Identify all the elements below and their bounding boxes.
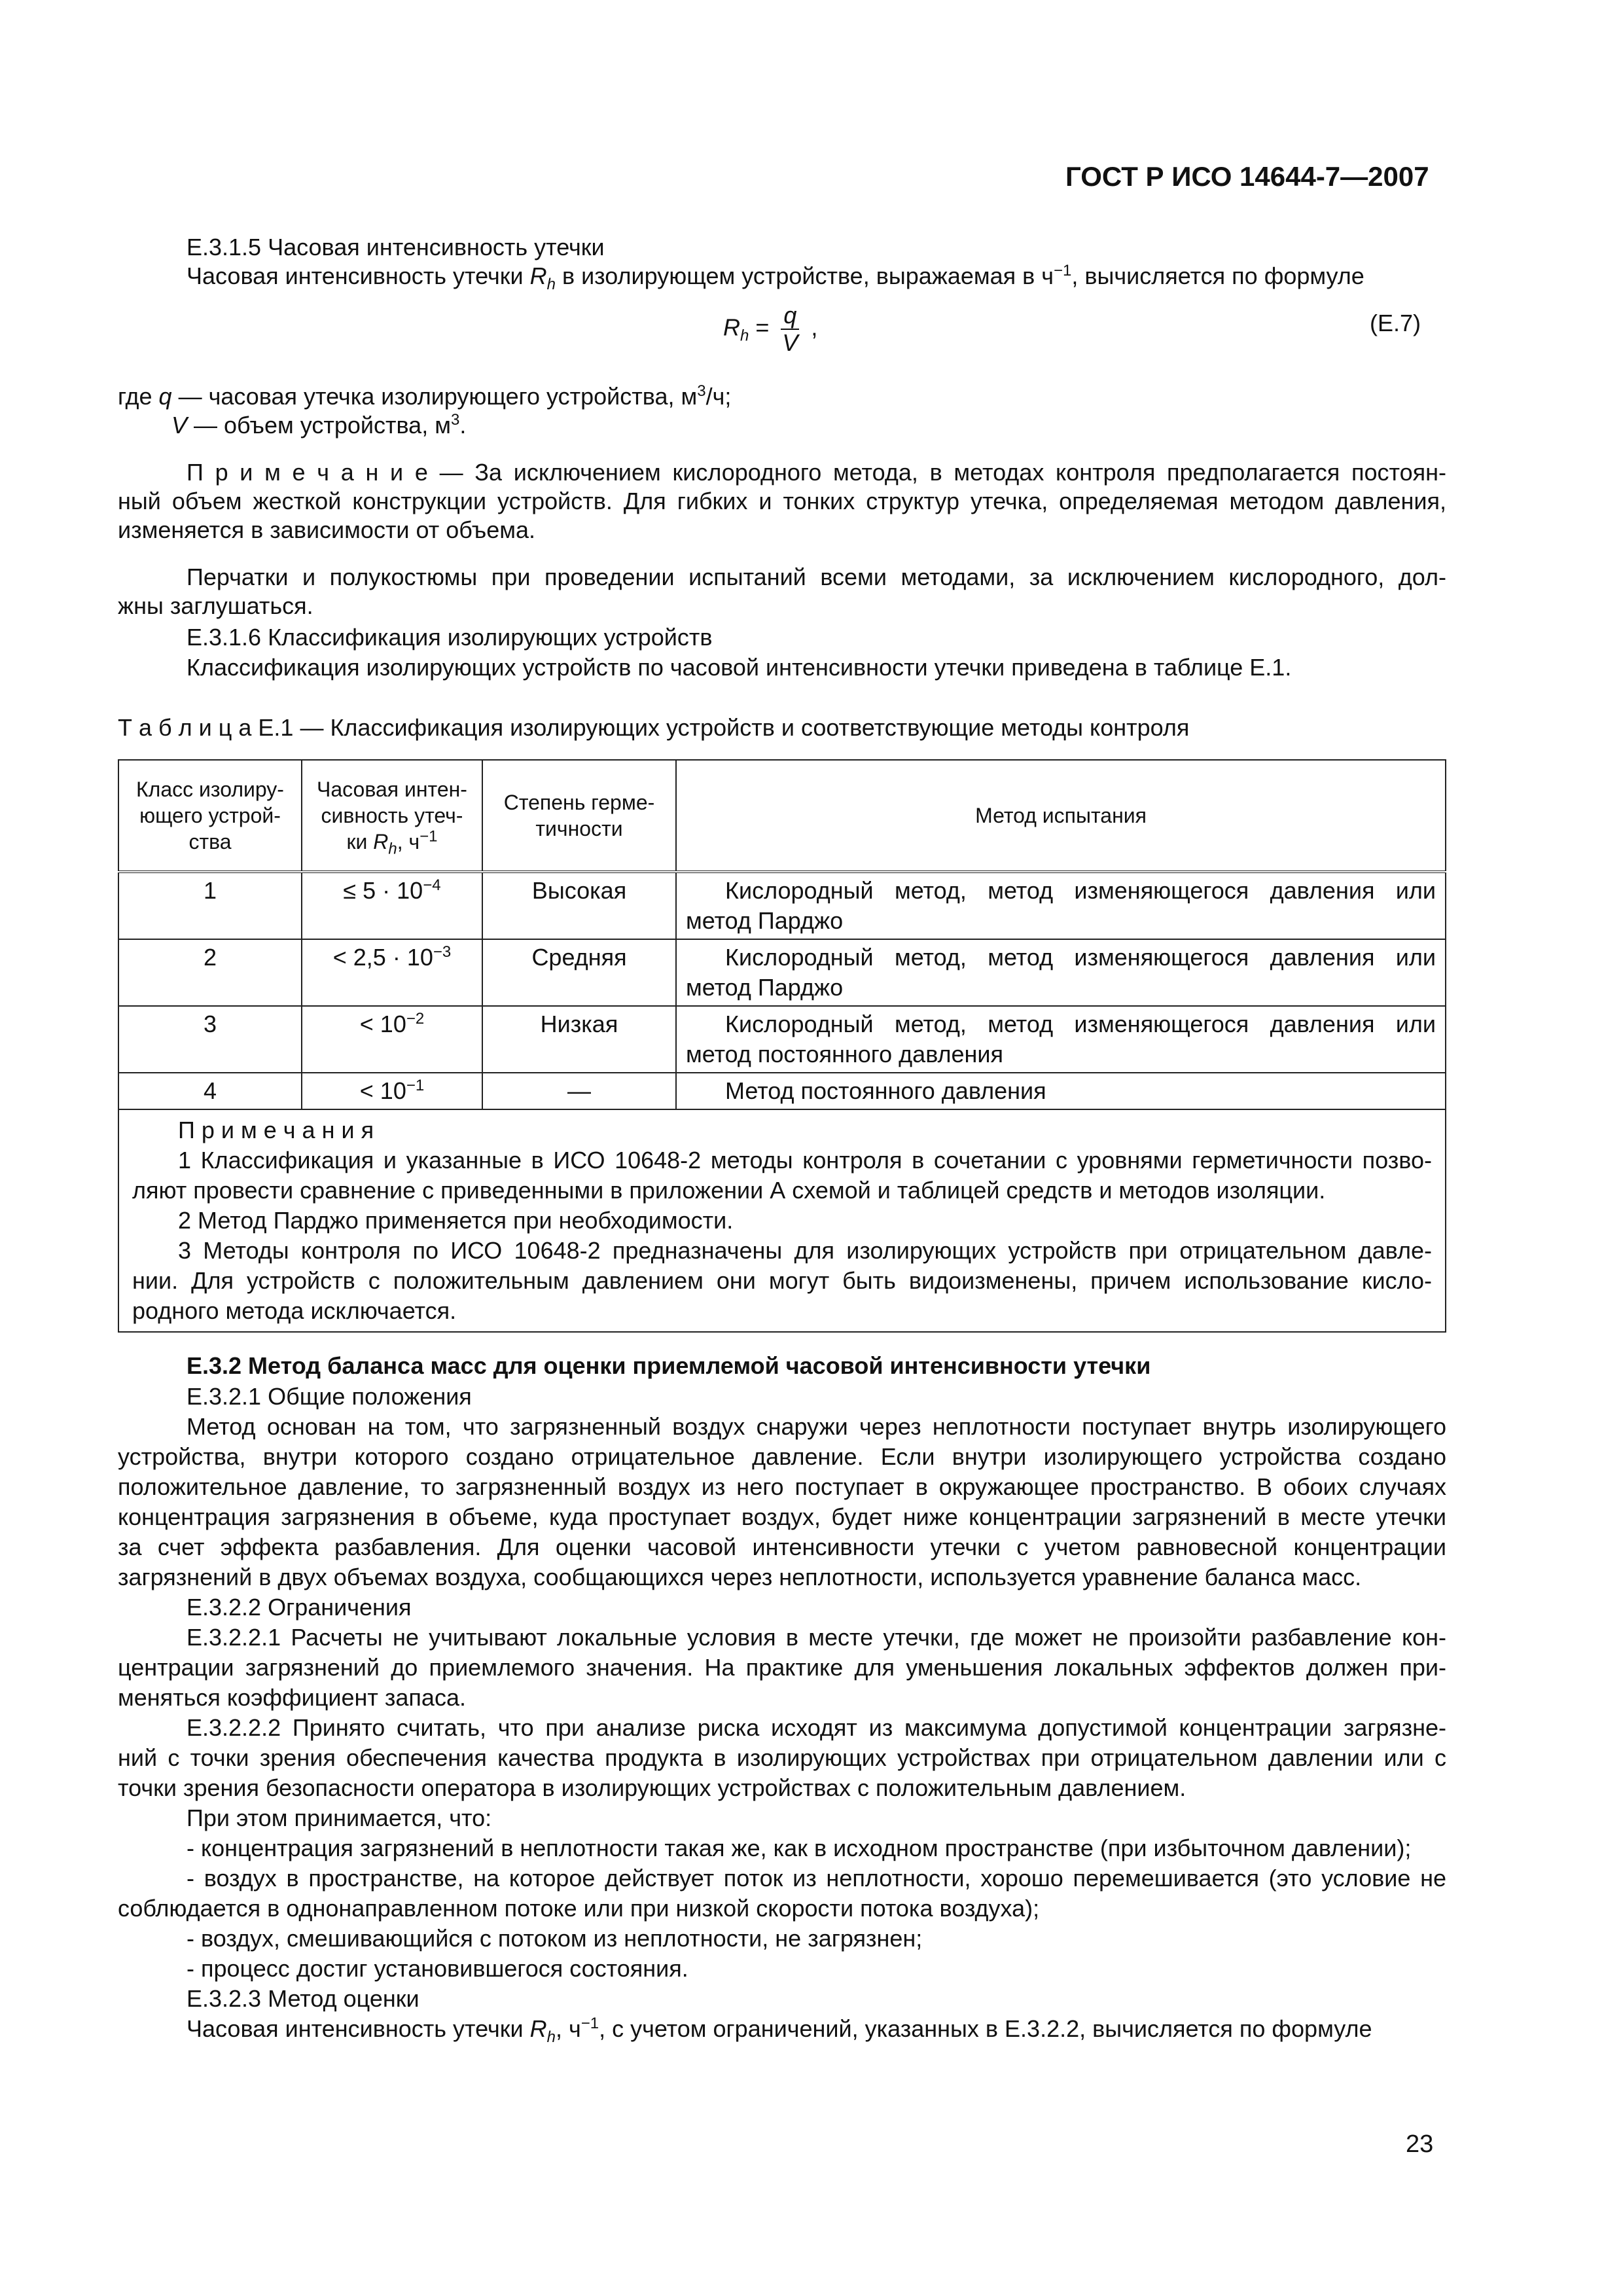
assumption-item: - концентрация загрязнений в неплотности такая же, как в исходном пространстве (при избыточном давлении); bbox=[187, 1835, 1412, 1861]
table-row bbox=[118, 1006, 1446, 1073]
table-notes-label: П р и м е ч а н и я bbox=[178, 1117, 374, 1143]
cell-tightness: Низкая bbox=[482, 1006, 676, 1073]
cell-class: 2 bbox=[118, 939, 302, 1006]
e3221-paragraph-line: центрации загрязнений до приемлемого значения. На практике для уменьшения локальных эффектов должен при- bbox=[118, 1654, 1446, 1681]
table-header-row bbox=[118, 760, 1446, 872]
cell-tightness: Средняя bbox=[482, 939, 676, 1006]
section-e323-title: Е.3.2.3 Метод оценки bbox=[187, 1985, 419, 2012]
assumptions-intro: При этом принимается, что: bbox=[187, 1804, 492, 1831]
table-row bbox=[118, 939, 1446, 1006]
e321-paragraph-line: устройства, внутри которого создано отрицательное давление. Если внутри изолирующего устройства создано bbox=[118, 1443, 1446, 1470]
cell-tightness: Высокая bbox=[482, 872, 676, 939]
cell-tightness: — bbox=[482, 1073, 676, 1109]
e3221-paragraph-line: меняться коэффициент запаса. bbox=[118, 1684, 466, 1711]
cell-method: Кислородный метод, метод изменяющегося давления или метод Парджо bbox=[676, 872, 1446, 939]
cell-rate: < $2,5 \cdot 10^{-3}$ bbox=[302, 939, 482, 1006]
section-e322-title: Е.3.2.2 Ограничения bbox=[187, 1594, 412, 1621]
note-line-2: ный объем жесткой конструкции устройств. Для гибких и тонких структур утечка, определяемая методом давления, bbox=[118, 488, 1446, 514]
e321-paragraph-line: загрязнений в двух объемах воздуха, сообщающихся через неплотности, используется уравнение баланса масс. bbox=[118, 1564, 1362, 1590]
table-note-1-line-1: 1 Классификация и указанные в ИСО 10648-2 методы контроля в сочетании с уровнями герметичности позво- bbox=[178, 1147, 1432, 1174]
cell-method: Кислородный метод, метод изменяющегося давления или метод постоянного давления bbox=[676, 1006, 1446, 1073]
cell-class: 4 bbox=[118, 1073, 302, 1109]
assumption-item: - воздух в пространстве, на которое действует поток из неплотности, хорошо перемешивается (это условие не bbox=[187, 1865, 1446, 1892]
e3222-paragraph-line: точки зрения безопасности оператора в изолирующих устройствах с положительным давлением. bbox=[118, 1774, 1186, 1801]
table-notes-row bbox=[118, 1109, 1446, 1332]
table-note-3-line-3: родного метода исключается. bbox=[132, 1297, 457, 1324]
assumption-item: - процесс достиг установившегося состояния. bbox=[187, 1955, 688, 1982]
gloves-paragraph-line-2: жны заглушаться. bbox=[118, 592, 313, 619]
header-method: Метод испытания bbox=[676, 760, 1446, 872]
e3222-paragraph-line: ний с точки зрения обеспечения качества продукта в изолирующих устройствах при отрицательном давлении или с bbox=[118, 1744, 1446, 1771]
section-e316-title: Е.3.1.6 Классификация изолирующих устройств bbox=[187, 624, 713, 651]
where-q-line: где q — часовая утечка изолирующего устройства, $м^3/ч$; bbox=[118, 382, 732, 410]
cell-method: Метод постоянного давления bbox=[676, 1073, 1446, 1109]
cell-class: 3 bbox=[118, 1006, 302, 1073]
document-id: ГОСТ Р ИСО 14644-7—2007 bbox=[1065, 161, 1429, 192]
assumption-item: - воздух, смешивающийся с потоком из неплотности, не загрязнен; bbox=[187, 1925, 923, 1952]
note-line-1: П р и м е ч а н и е — За исключением кислородного метода, в методах контроля предполагается постоян- bbox=[187, 459, 1446, 486]
cell-method: Кислородный метод, метод изменяющегося давления или метод Парджо bbox=[676, 939, 1446, 1006]
header-rate: Часовая интен- сивность утеч- ки $R_h$, $ч^{-1}$ bbox=[302, 760, 482, 872]
cell-rate: ≤ $5 \cdot 10^{-4}$ bbox=[302, 872, 482, 939]
e321-paragraph-line: концентрация загрязнения в объеме, куда проступает воздух, будет ниже концентрации загрязнений в месте утечки bbox=[118, 1503, 1446, 1530]
e3221-paragraph-line: Е.3.2.2.1 Расчеты не учитывают локальные условия в месте утечки, где может не произойти разбавление кон- bbox=[187, 1624, 1446, 1651]
table-row bbox=[118, 1073, 1446, 1109]
assumption-item-cont: соблюдается в однонаправленном потоке или при низкой скорости потока воздуха); bbox=[118, 1895, 1040, 1922]
section-e316-text: Классификация изолирующих устройств по часовой интенсивности утечки приведена в таблице Е.1. bbox=[187, 654, 1292, 681]
section-e321-title: Е.3.2.1 Общие положения bbox=[187, 1383, 472, 1410]
e323-formula-intro: Часовая интенсивность утечки $R_h$, $ч^{-1}$, с учетом ограничений, указанных в Е.3.2.2, вычисляется по формуле bbox=[187, 2015, 1372, 2047]
table-notes bbox=[118, 1109, 1446, 1332]
cell-rate: < $10^{-2}$ bbox=[302, 1006, 482, 1073]
note-line-3: изменяется в зависимости от объема. bbox=[118, 516, 535, 543]
classification-table bbox=[118, 759, 1446, 1333]
header-tightness: Степень герме- тичности bbox=[482, 760, 676, 872]
e321-paragraph-line: Метод основан на том, что загрязненный воздух снаружи через неплотности поступает внутрь изолирующего bbox=[187, 1413, 1446, 1440]
where-v-line: V — объем устройства, $м^3$. bbox=[171, 411, 467, 439]
cell-rate: < $10^{-1}$ bbox=[302, 1073, 482, 1109]
table-row bbox=[118, 872, 1446, 939]
section-e32-title: Е.3.2 Метод баланса масс для оценки приемлемой часовой интенсивности утечки bbox=[187, 1352, 1151, 1379]
table-caption: Т а б л и ц а Е.1 — Классификация изолирующих устройств и соответствующие методы контроля bbox=[118, 714, 1190, 741]
section-e315-title: Е.3.1.5 Часовая интенсивность утечки bbox=[187, 234, 605, 260]
gloves-paragraph-line-1: Перчатки и полукостюмы при проведении испытаний всеми методами, за исключением кислородного, дол- bbox=[187, 564, 1446, 590]
cell-class: 1 bbox=[118, 872, 302, 939]
e3222-paragraph-line: Е.3.2.2.2 Принято считать, что при анализе риска исходят из максимума допустимой концентрации загрязне- bbox=[187, 1714, 1446, 1741]
e321-paragraph-line: за счет эффекта разбавления. Для оценки часовой интенсивности утечки с учетом равновесной концентрации bbox=[118, 1534, 1446, 1560]
page-number: 23 bbox=[1406, 2130, 1434, 2158]
header-class: Класс изолиру- ющего устрой- ства bbox=[118, 760, 302, 872]
section-e315-intro: Часовая интенсивность утечки $R_h$ в изолирующем устройстве, выражаемая в $ч^{-1}$, вычисляется по формуле bbox=[187, 262, 1364, 294]
table-note-3-line-2: нии. Для устройств с положительным давлением они могут быть видоизменены, причем использование кисло- bbox=[132, 1267, 1432, 1294]
table-note-1-line-2: ляют провести сравнение с приведенными в приложении А схемой и таблицей средств и методов изоляции. bbox=[132, 1177, 1326, 1204]
formula-fraction: $\frac{q}{V}$ bbox=[781, 302, 799, 356]
e321-paragraph-line: положительное давление, то загрязненный воздух из него поступает в окружающее пространство. В обоих случаях bbox=[118, 1473, 1446, 1500]
formula-e7: $R_h$ = $\frac{q}{V}$ , bbox=[723, 302, 818, 356]
table-note-3-line-1: 3 Методы контроля по ИСО 10648-2 предназначены для изолирующих устройств при отрицательном давле- bbox=[178, 1237, 1432, 1264]
formula-label: (Е.7) bbox=[1370, 310, 1421, 336]
table-note-2: 2 Метод Парджо применяется при необходимости. bbox=[178, 1207, 734, 1234]
